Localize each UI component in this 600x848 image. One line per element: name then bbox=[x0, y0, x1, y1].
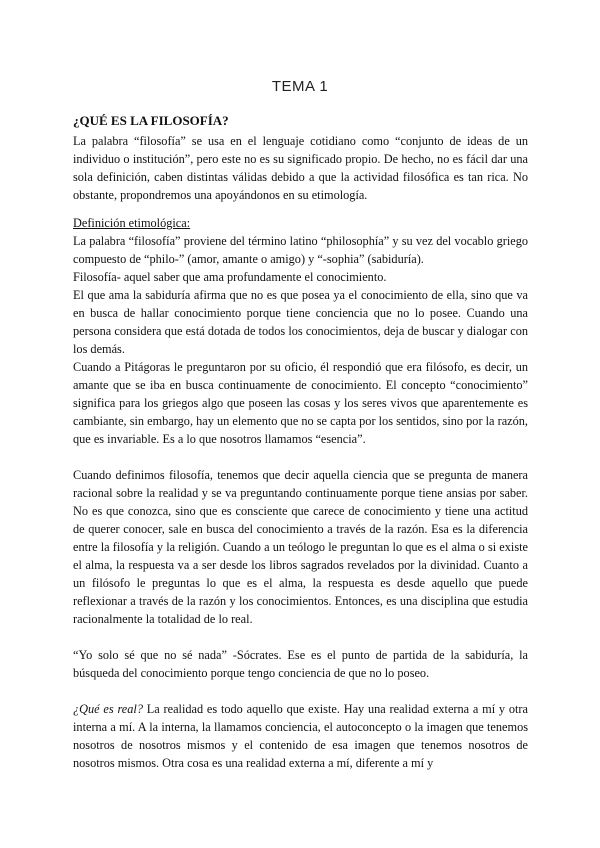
page-title: TEMA 1 bbox=[271, 78, 329, 95]
document-body bbox=[73, 112, 528, 772]
etymology-paragraph-4: Cuando a Pitágoras le preguntaron por su oficio, él respondió que era filósofo, es decir, un amante que se iba en busca continuamente de conocimiento. El concepto “conocimiento” significa para los griegos algo que poseen las cosas y los seres vivos que aparentemente es cambiante, sin embargo, hay un elemento que no se capta por los sentidos, sino por la razón, que es invariable. Es a lo que nosotros llamamos “esencia”. bbox=[73, 360, 528, 446]
etymology-heading: Definición etimológica: bbox=[73, 216, 191, 230]
definition-paragraph: Cuando definimos filosofía, tenemos que decir aquella ciencia que se pregunta de manera racional sobre la realidad y se va preguntando continuamente porque tiene ansias por saber. No es que conozca, sino que es consciente que carece de conocimiento y tiene una actitud de querer conocer, sale en busca del conocimiento a través de la razón. Esa es la diferencia entre la filosofía y la religión. Cuando a un teólogo le preguntan lo que es el alma o si existe el alma, la respuesta va a ser desde los libros sagrados revelados por la divinidad. Cuanto a un filósofo le preguntas lo que es el alma, la respuesta es desde aquello que puede reflexionar a través de la razón y los conocimientos. Entonces, es una disciplina que estudia racionalmente la totalidad de lo real. bbox=[73, 468, 528, 626]
reality-paragraph bbox=[73, 700, 528, 772]
etymology-paragraph-3: El que ama la sabiduría afirma que no es que posea ya el conocimiento de ella, sino que va en busca de hallar conocimiento porque tiene conciencia que no lo posee. Cuando una persona considera que está dotada de todos los conocimientos, deja de buscar y dialogar con los demás. bbox=[73, 288, 528, 356]
section-heading: ¿QUÉ ES LA FILOSOFÍA? bbox=[73, 113, 229, 128]
reality-text: La realidad es todo aquello que existe. Hay una realidad externa a mí y otra interna a mí. A la interna, la llamamos conciencia, el autoconcepto o la imagen que tenemos nosotros de nosotros mismos y el contenido de esa imagen que tenemos nosotros de nosotros mismos. Otra cosa es una realidad externa a mí, diferente a mí y bbox=[73, 702, 528, 770]
socrates-paragraph: “Yo solo sé que no sé nada” -Sócrates. Ese es el punto de partida de la sabiduría, la búsqueda del conocimiento porque tengo conciencia de que no lo poseo. bbox=[73, 648, 528, 680]
etymology-paragraph-1: La palabra “filosofía” proviene del término latino “philosophía” y su vez del vocablo griego compuesto de “philo-” (amor, amante o amigo) y “-sophia” (sabiduría). bbox=[73, 234, 528, 266]
etymology-paragraph-2: Filosofía- aquel saber que ama profundamente el conocimiento. bbox=[73, 270, 387, 284]
intro-paragraph: La palabra “filosofía” se usa en el lenguaje cotidiano como “conjunto de ideas de un individuo o institución”, pero este no es su significado propio. De hecho, no es fácil dar una sola definición, caben distintas válidas debido a que la actividad filosófica es tan rica. No obstante, propondremos una apoyándonos en su etimología. bbox=[73, 134, 528, 202]
reality-question: ¿Qué es real? bbox=[73, 702, 143, 716]
